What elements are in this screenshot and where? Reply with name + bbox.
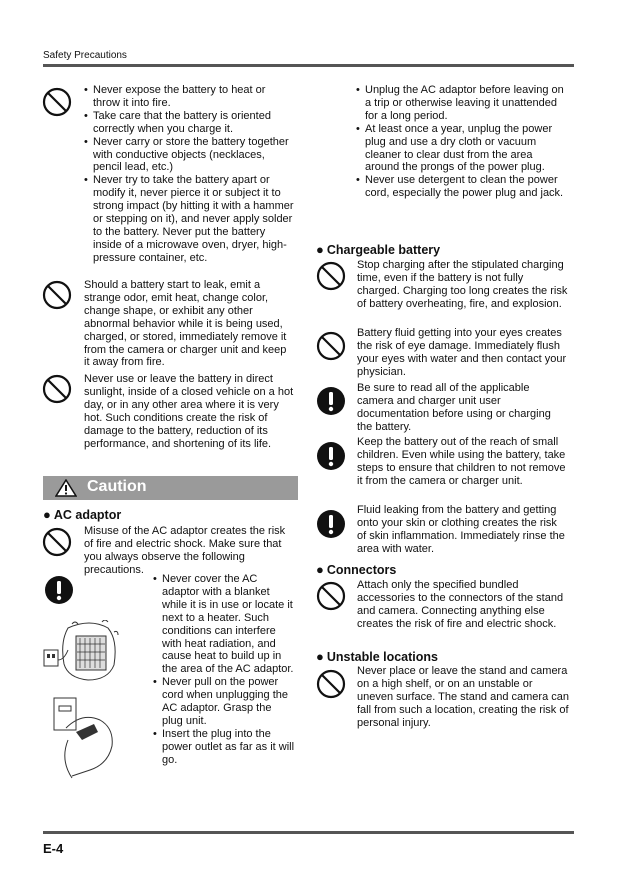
prohibition-icon bbox=[42, 527, 72, 557]
page-number: E-4 bbox=[43, 841, 64, 856]
prohibition-icon bbox=[42, 280, 72, 310]
caution-label: Caution bbox=[87, 478, 147, 495]
chargeable-battery-heading: ● Chargeable battery bbox=[316, 242, 441, 257]
caution-banner bbox=[43, 476, 298, 500]
unstable-locations-text: Never place or leave the stand and camera on a high shelf, or on an unstable or uneven surface. The stand and camera can fall from such a location, creating the risk of personal injury. bbox=[357, 665, 569, 729]
adaptor-illustration bbox=[42, 620, 132, 780]
header-rule bbox=[43, 64, 574, 67]
prohibition-icon bbox=[316, 261, 346, 291]
list-item: • Unplug the AC adaptor before leaving on a trip or otherwise leaving it unattended for a long period. bbox=[356, 84, 568, 123]
footer-rule bbox=[43, 831, 574, 834]
exclamation-icon bbox=[316, 509, 346, 539]
ac-adaptor-intro: Misuse of the AC adaptor creates the risk of fire and electric shock. Make sure that you always observe the following precautions. bbox=[84, 525, 286, 576]
list-item: • Take care that the battery is oriented correctly when you charge it. bbox=[84, 110, 294, 136]
read-documentation-text: Be sure to read all of the applicable camera and charger unit user documentation before using or charging the battery. bbox=[357, 382, 551, 433]
battery-heat-text: Never use or leave the battery in direct sunlight, inside of a closed vehicle on a hot day, or in any other area where it is very hot. Such conditions create the risk of damage to the battery, reduction of its performance, and shortening of its life. bbox=[84, 373, 294, 450]
charging-time-text: Stop charging after the stipulated charging time, even if the battery is not fully charged. Charging too long creates the risk of battery overheating, fire, and explosion. bbox=[357, 259, 568, 310]
page-header: Safety Precautions bbox=[43, 50, 127, 61]
ac-adaptor-more-bullets bbox=[356, 84, 568, 200]
prohibition-icon bbox=[316, 331, 346, 361]
battery-fluid-eyes-text: Battery fluid getting into your eyes creates the risk of eye damage. Immediately flush your eyes with water and then contact your physician. bbox=[357, 327, 567, 378]
exclamation-icon bbox=[44, 575, 74, 605]
list-item: • Never pull on the power cord when unplugging the AC adaptor. Grasp the plug unit. bbox=[153, 676, 295, 728]
prohibition-icon bbox=[42, 87, 72, 117]
list-item: • Never cover the AC adaptor with a blanket while it is in use or locate it next to a heater. Such conditions can interfere with heat radiation, and cause heat to build up in the area of the AC adaptor. bbox=[153, 573, 295, 676]
prohibition-icon bbox=[316, 669, 346, 699]
list-item: • Never expose the battery to heat or throw it into fire. bbox=[84, 84, 294, 110]
exclamation-icon bbox=[316, 441, 346, 471]
ac-adaptor-heading: ● AC adaptor bbox=[43, 507, 122, 522]
list-item: • Never carry or store the battery together with conductive objects (necklaces, pencil lead, etc.) bbox=[84, 136, 294, 175]
connectors-heading: ● Connectors bbox=[316, 562, 397, 577]
list-item: • Never use detergent to clean the power cord, especially the power plug and jack. bbox=[356, 174, 568, 200]
list-item: • At least once a year, unplug the power plug and use a dry cloth or vacuum cleaner to clear dust from the area around the prongs of the power plug. bbox=[356, 123, 568, 175]
prohibition-icon bbox=[42, 374, 72, 404]
unstable-locations-heading: ● Unstable locations bbox=[316, 649, 438, 664]
battery-bullet-list bbox=[84, 84, 294, 265]
list-item: • Never try to take the battery apart or modify it, never pierce it or subject it to strong impact (by hitting it with a hammer or stepping on it), and never apply solder to the battery. Never put the battery inside of a microwave oven, dryer, high-pressure container, etc. bbox=[84, 174, 294, 264]
ac-adaptor-bullets bbox=[153, 573, 295, 767]
keep-from-children-text: Keep the battery out of the reach of small children. Even while using the battery, take steps to ensure that children to not remove it from the camera or charger unit. bbox=[357, 436, 566, 487]
prohibition-icon bbox=[316, 581, 346, 611]
list-item: • Insert the plug into the power outlet as far as it will go. bbox=[153, 728, 295, 767]
warning-triangle-icon bbox=[55, 479, 77, 497]
exclamation-icon bbox=[316, 386, 346, 416]
connectors-text: Attach only the specified bundled accessories to the connectors of the stand and camera. Connecting anything else creates the risk of fire and electric shock. bbox=[357, 579, 564, 630]
battery-leak-text: Should a battery start to leak, emit a strange odor, emit heat, change color, change shape, or exhibit any other abnormal behavior while it is being used, charged, or stored, immediately remove it from the camera or charger unit and keep it away from fire. bbox=[84, 279, 287, 369]
fluid-on-skin-text: Fluid leaking from the battery and getting onto your skin or clothing creates the risk of skin inflammation. Immediately rinse the area with water. bbox=[357, 504, 565, 555]
